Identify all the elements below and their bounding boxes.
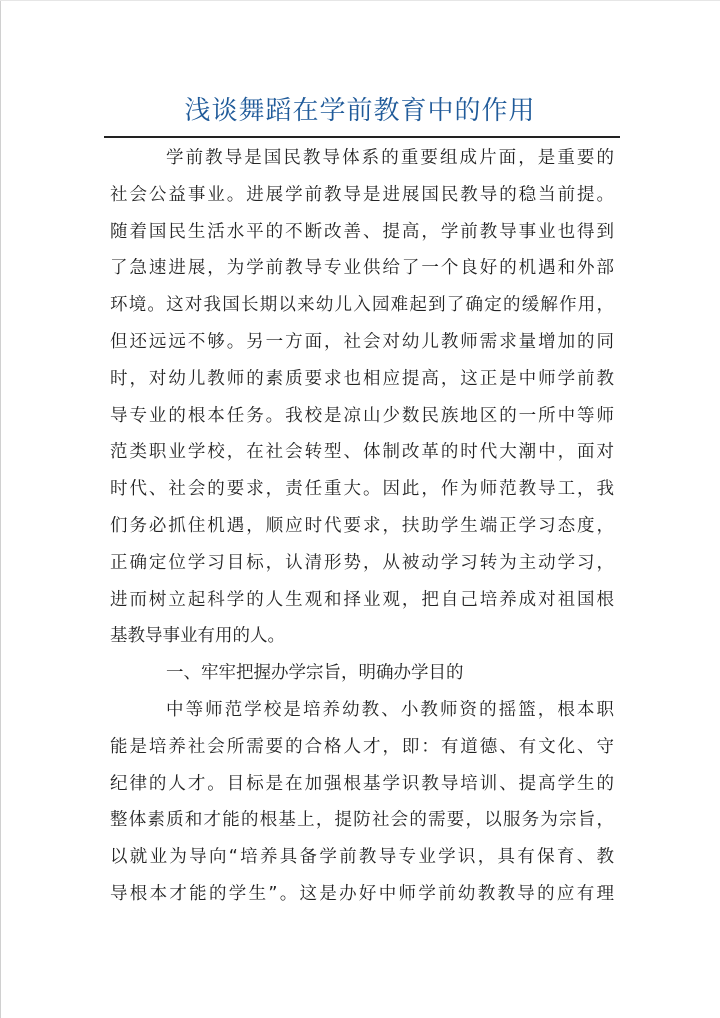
paragraph-line: 了急速进展，为学前教导专业供给了一个良好的机遇和外部 [110, 258, 614, 279]
paragraph-line: 随着国民生活水平的不断改善、提高，学前教导事业也得到 [110, 221, 614, 242]
paragraph-line: 正确定位学习目标，认清形势，从被动学习转为主动学习， [110, 552, 614, 573]
section-heading: 一、牢牢把握办学宗旨，明确办学目的 [166, 663, 464, 684]
paragraph-line: 中等师范学校是培养幼教、小教师资的摇篮，根本职 [166, 699, 614, 720]
paragraph-line: 社会公益事业。进展学前教导是进展国民教导的稳当前提。 [110, 184, 614, 205]
paragraph-line: 导根本才能的学生”。这是办好中师学前幼教教导的应有理 [110, 883, 614, 904]
paragraph-line: 能是培养社会所需要的合格人才，即：有道德、有文化、守 [110, 736, 614, 757]
paragraph-line: 整体素质和才能的根基上，提防社会的需要，以服务为宗旨， [110, 810, 614, 831]
paragraph-line: 进而树立起科学的人生观和择业观，把自己培养成对祖国根 [110, 589, 614, 610]
paragraph-line: 导专业的根本任务。我校是凉山少数民族地区的一所中等师 [110, 405, 614, 426]
paragraph-line: 时，对幼儿教师的素质要求也相应提高，这正是中师学前教 [110, 368, 614, 389]
page-edge [0, 0, 1, 1018]
paragraph-line: 们务必抓住机遇，顺应时代要求，扶助学生端正学习态度， [110, 515, 614, 536]
paragraph-line: 但还远远不够。另一方面，社会对幼儿教师需求量增加的同 [110, 331, 614, 352]
paragraph-line: 基教导事业有用的人。 [110, 626, 285, 647]
document-body [110, 140, 614, 913]
paragraph-line: 环境。这对我国长期以来幼儿入园难起到了确定的缓解作用， [110, 295, 614, 316]
page-edge-top [0, 0, 720, 1]
paragraph-line: 纪律的人才。目标是在加强根基学识教导培训、提高学生的 [110, 773, 614, 794]
document-title: 浅谈舞蹈在学前教育中的作用 [184, 96, 536, 126]
paragraph-line: 以就业为导向“培养具备学前教导专业学识，具有保育、教 [110, 847, 614, 868]
paragraph-line: 学前教导是国民教导体系的重要组成片面，是重要的 [166, 148, 614, 168]
paragraph-line: 时代、社会的要求，责任重大。因此，作为师范教导工，我 [110, 479, 614, 500]
paragraph-line: 范类职业学校，在社会转型、体制改革的时代大潮中，面对 [110, 442, 614, 463]
title-underline [104, 136, 620, 138]
